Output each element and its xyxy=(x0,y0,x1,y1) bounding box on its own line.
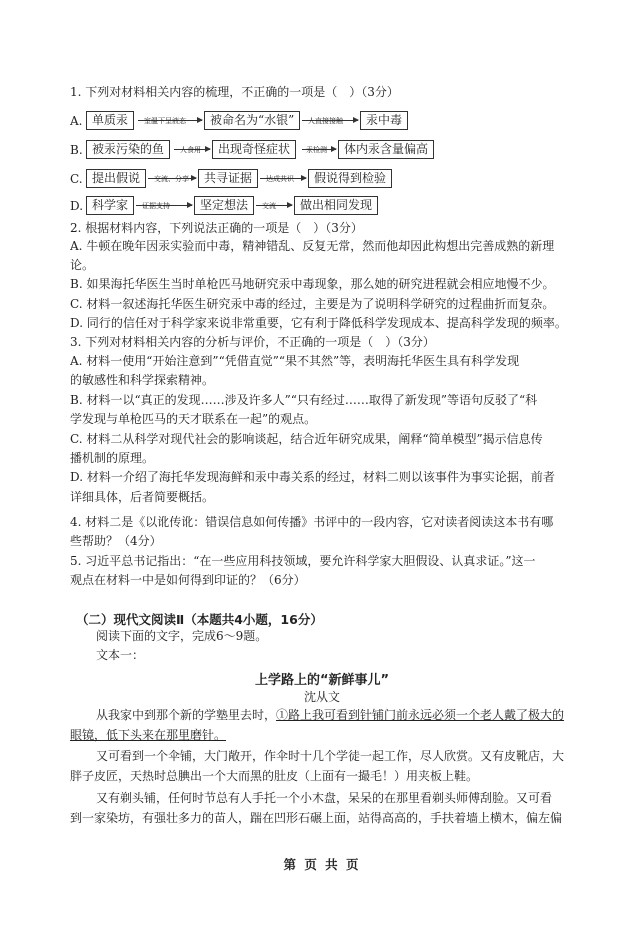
arrow-label: 达成共识 xyxy=(266,175,294,183)
chain-box: 体内汞含量偏高 xyxy=(338,140,434,159)
question-3-option-b-cont: 学发现与单枪匹马的天才联系在一起”的观点。 xyxy=(70,412,317,426)
question-3-option-b: B. 材料一以“真正的发现……涉及许多人”“只有经过……取得了新发现”等语句反驳了“科 xyxy=(70,393,538,407)
question-1-stem: 1. 下列对材料相关内容的梳理，不正确的一项是（ ）（3分） xyxy=(70,85,399,99)
article-paragraph-2: 又可看到一个伞铺，大门敞开，作伞时十几个学徒一起工作，尽人欣赏。又有皮靴店，大 xyxy=(96,749,565,763)
option-label: B. xyxy=(70,143,83,157)
question-3-option-c: C. 材料二从科学对现代社会的影响谈起，结合近年研究成果，阐释“简单模型”揭示信息传 xyxy=(70,432,543,446)
arrow-icon xyxy=(302,146,336,154)
question-2-option-a-cont: 论。 xyxy=(70,258,95,272)
text-label: 文本一： xyxy=(96,648,145,662)
question-3-stem: 3. 下列对材料相关内容的分析与评价，不正确的一项是（ ）（3分） xyxy=(70,335,435,349)
chain-box: 科学家 xyxy=(86,196,134,215)
arrow-label: 室温下呈液态 xyxy=(144,117,186,125)
chain-box: 单质汞 xyxy=(86,111,134,130)
article-paragraph-3-cont: 到一家染坊，有强壮多力的苗人，踹在凹形石碾上面，站得高高的，手扶着墙上横木，偏左偏 xyxy=(70,811,563,825)
arrow-label: 人直接接触 xyxy=(308,117,343,125)
chain-box: 假说得到检验 xyxy=(308,169,392,188)
question-3-option-d-cont: 详细具体，后者简要概括。 xyxy=(70,490,215,504)
question-3-option-d: D. 材料一介绍了海托华发现海鲜和汞中毒关系的经过，材料二则以该事件为事实论据，前者 xyxy=(70,470,555,484)
arrow-label: 人食用 xyxy=(180,146,201,154)
question-2-option-d: D. 同行的信任对于科学家来说非常重要，它有利于降低科学发现成本、提高科学发现的频率。 xyxy=(70,316,567,330)
chain-box: 共寻证据 xyxy=(198,169,258,188)
chain-box: 做出相同发现 xyxy=(294,196,378,215)
chain-box: 被命名为“水银” xyxy=(204,111,300,130)
article-title: 上学路上的“新鲜事儿” xyxy=(254,673,390,688)
option-label: A. xyxy=(70,114,83,128)
article-author: 沈从文 xyxy=(303,690,340,704)
arrow-icon xyxy=(136,202,192,210)
section-heading: （二）现代文阅读Ⅱ（本题共4小题，16分） xyxy=(76,612,323,627)
chain-box: 被汞污染的鱼 xyxy=(86,140,170,159)
question-3-option-c-cont: 播机制的原理。 xyxy=(70,451,155,465)
article-paragraph-3: 又有剃头铺，任何时节总有人手托一个小木盘，呆呆的在那里看剃头师傅刮脸。又可看 xyxy=(96,791,553,805)
paragraph-text: 从我家中到那个新的学塾里去时， xyxy=(96,708,277,722)
option-label: C. xyxy=(70,172,83,186)
section-instruction: 阅读下面的文字，完成6～9题。 xyxy=(96,629,268,643)
question-2-option-c: C. 材料一叙述海托华医生研究汞中毒的经过，主要是为了说明科学研究的过程曲折而复杂。 xyxy=(70,297,555,311)
arrow-label: 汞检测 xyxy=(306,146,327,154)
arrow-icon xyxy=(260,175,306,183)
chain-box: 提出假说 xyxy=(86,169,146,188)
arrow-label: 证据支持 xyxy=(142,202,170,210)
arrow-icon xyxy=(302,117,358,125)
chain-box: 出现奇怪症状 xyxy=(212,140,296,159)
arrow-label: 交流、分享 xyxy=(154,175,189,183)
underlined-sentence-cont: 眼镜，低下头来在那里磨针。 xyxy=(70,728,227,742)
option-label: D. xyxy=(70,199,84,213)
chain-box: 坚定想法 xyxy=(194,196,254,215)
article-paragraph-2-cont: 胖子皮匠，天热时总腆出一个大而黑的肚皮（上面有一撮毛！）用夹板上鞋。 xyxy=(70,769,479,783)
arrow-label: 交流 xyxy=(262,202,276,210)
arrow-icon xyxy=(148,175,196,183)
question-4-stem-cont: 些帮助？（4分） xyxy=(70,534,162,548)
question-2-option-b: B. 如果海托华医生当时单枪匹马地研究汞中毒现象，那么她的研究进程就会相应地慢不少。 xyxy=(70,277,555,291)
question-2-option-a: A. 牛顿在晚年因汞实验而中毒，精神错乱、反复无常，然而他却因此构想出完善成熟的新理 xyxy=(70,239,555,253)
question-3-option-a: A. 材料一使用“开始注意到”“凭借直觉”“果不其然”等，表明海托华医生具有科学发现 xyxy=(70,354,520,368)
question-5-stem-cont: 观点在材料一中是如何得到印证的？（6分） xyxy=(70,573,306,587)
arrow-icon xyxy=(256,202,292,210)
page-footer: 第 页 共 页 xyxy=(283,857,361,872)
question-4-stem: 4. 材料二是《以讹传讹：错误信息如何传播》书评中的一段内容，它对读者阅读这本书有哪 xyxy=(70,515,554,529)
article-paragraph-1 xyxy=(96,707,610,723)
question-5-stem: 5. 习近平总书记指出：“在一些应用科技领域，要允许科学家大胆假设、认真求证。”这一 xyxy=(70,554,536,568)
article-paragraph-1-cont xyxy=(70,727,610,743)
arrow-icon xyxy=(138,117,202,125)
chain-box: 汞中毒 xyxy=(360,111,408,130)
arrow-icon xyxy=(174,146,210,154)
underlined-sentence: ①路上我可看到针铺门前永远必须一个老人戴了极大的 xyxy=(276,708,565,722)
question-3-option-a-cont: 的敏感性和科学探索精神。 xyxy=(70,373,215,387)
question-2-stem: 2. 根据材料内容，下列说法正确的一项是（ ）（3分） xyxy=(70,221,363,235)
